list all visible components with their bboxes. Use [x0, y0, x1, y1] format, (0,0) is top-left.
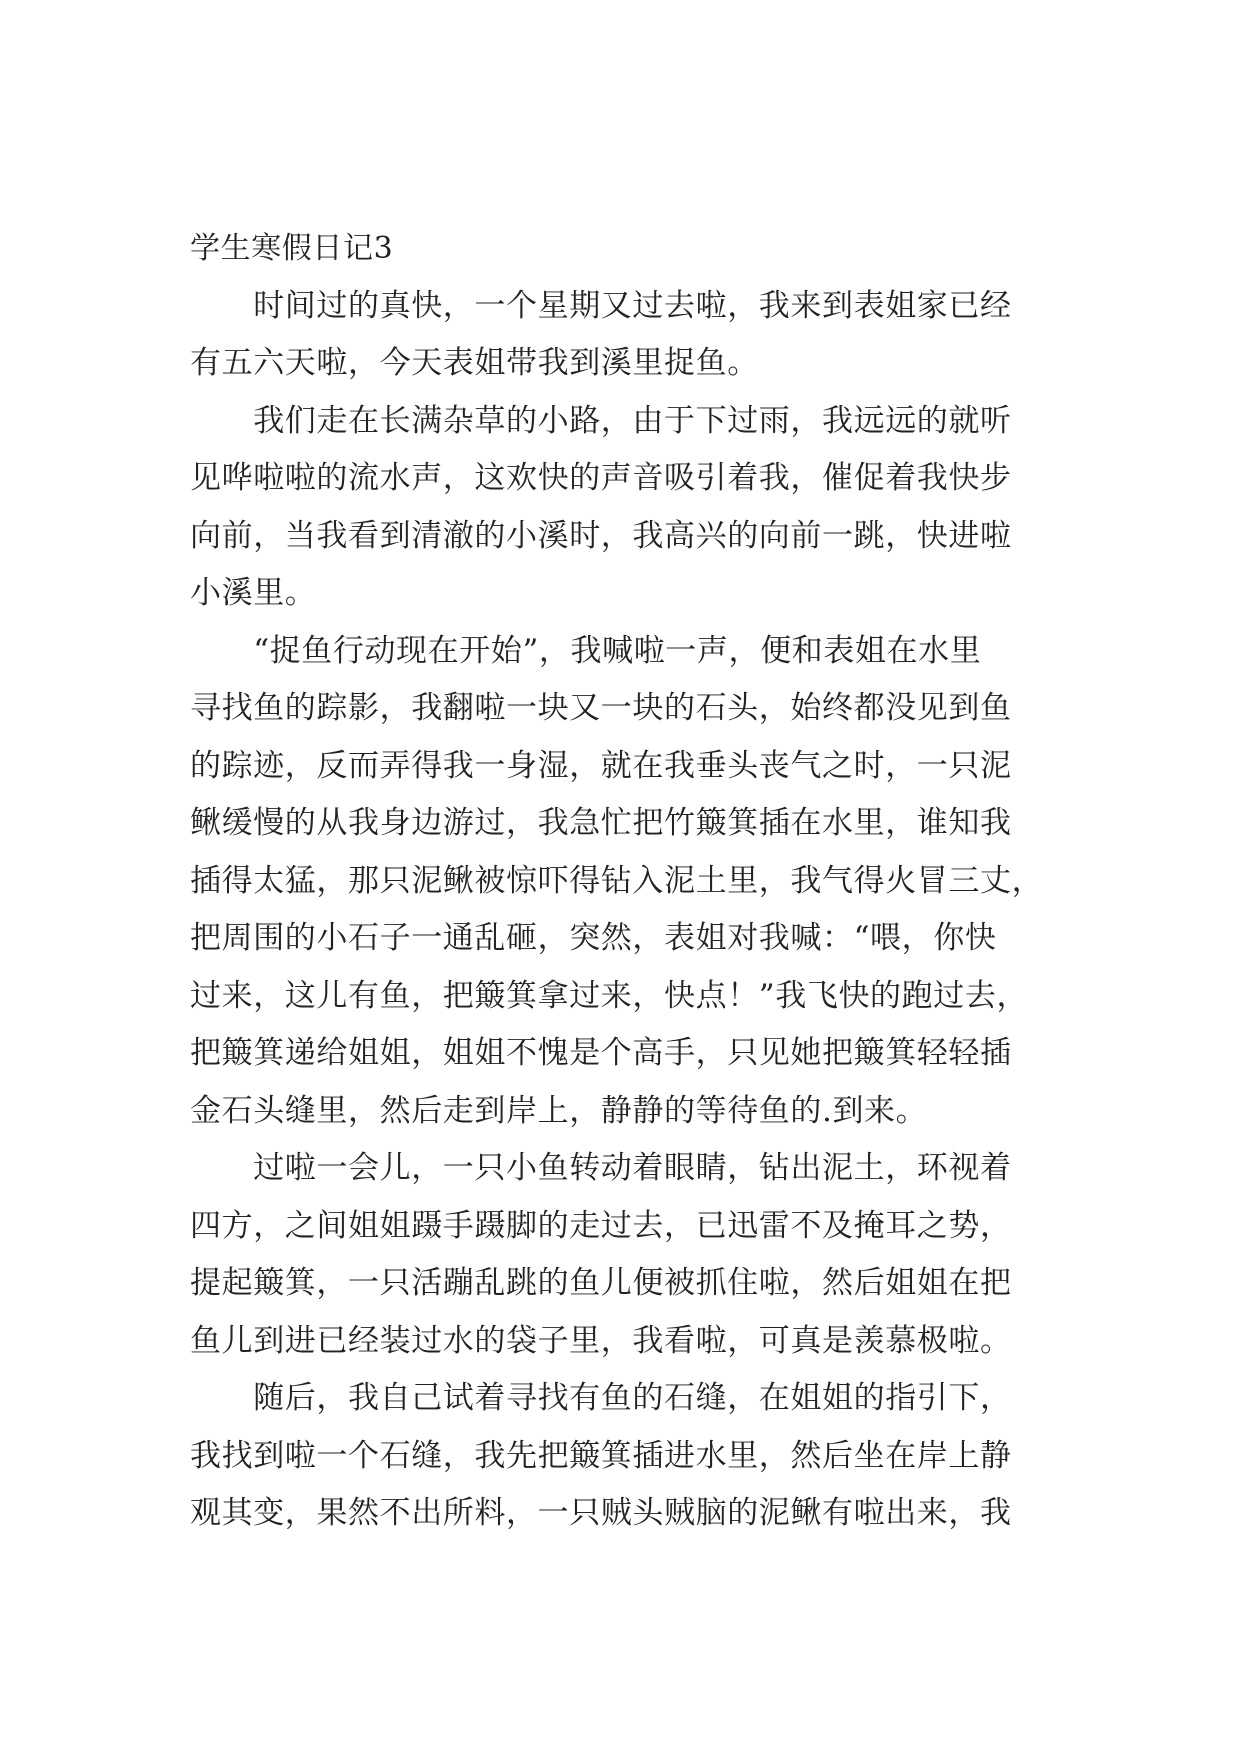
text-line: 的踪迹，反而弄得我一身湿，就在我垂头丧气之时，一只泥: [190, 747, 1012, 784]
text-line: 把周围的小石子一通乱砸，突然，表姐对我喊：“喂，你快: [190, 920, 997, 956]
text-line: 小溪里。: [190, 575, 317, 611]
text-line: 插得太猛，那只泥鳅被惊吓得钻入泥土里，我气得火冒三丈，: [190, 862, 1044, 899]
text-line: 四方，之间姐姐蹑手蹑脚的走过去，已迅雷不及掩耳之势，: [190, 1207, 1012, 1244]
text-line: 我找到啦一个石缝，我先把簸箕插进水里，然后坐在岸上静: [190, 1437, 1012, 1474]
text-line: 鳅缓慢的从我身边游过，我急忙把竹簸箕插在水里，谁知我: [190, 805, 1012, 841]
text-line: 我们走在长满杂草的小路，由于下过雨，我远远的就听: [190, 402, 1012, 439]
text-line: 时间过的真快，一个星期又过去啦，我来到表姐家已经: [190, 287, 1012, 324]
text-line: 把簸箕递给姐姐，姐姐不愧是个高手，只见她把簸箕轻轻插: [190, 1035, 1012, 1071]
text-line: 有五六天啦，今天表姐带我到溪里捉鱼。: [190, 345, 759, 381]
text-line: “捉鱼行动现在开始”，我喊啦一声，便和表姐在水里: [190, 632, 982, 669]
text-line: 鱼儿到进已经装过水的袋子里，我看啦，可真是羡慕极啦。: [190, 1322, 1012, 1359]
text-line: 见哗啦啦的流水声，这欢快的声音吸引着我，催促着我快步: [190, 460, 1012, 496]
text-line: 金石头缝里，然后走到岸上，静静的等待鱼的.到来。: [190, 1092, 928, 1129]
text-line: 过啦一会儿，一只小鱼转动着眼睛，钻出泥土，环视着: [190, 1150, 1012, 1186]
text-line: 寻找鱼的踪影，我翻啦一块又一块的石头，始终都没见到鱼: [190, 690, 1012, 726]
text-line: 提起簸箕，一只活蹦乱跳的鱼儿便被抓住啦，然后姐姐在把: [190, 1265, 1012, 1301]
text-line: 向前，当我看到清澈的小溪时，我高兴的向前一跳，快进啦: [190, 517, 1012, 554]
text-line: 观其变，果然不出所料，一只贼头贼脑的泥鳅有啦出来，我: [190, 1495, 1012, 1531]
text-line: 随后，我自己试着寻找有鱼的石缝，在姐姐的指引下，: [190, 1380, 1012, 1416]
document-title: 学生寒假日记3: [190, 231, 394, 266]
document-body: [190, 220, 1050, 1543]
text-line: 过来，这儿有鱼，把簸箕拿过来，快点！”我飞快的跑过去，: [190, 977, 1029, 1014]
